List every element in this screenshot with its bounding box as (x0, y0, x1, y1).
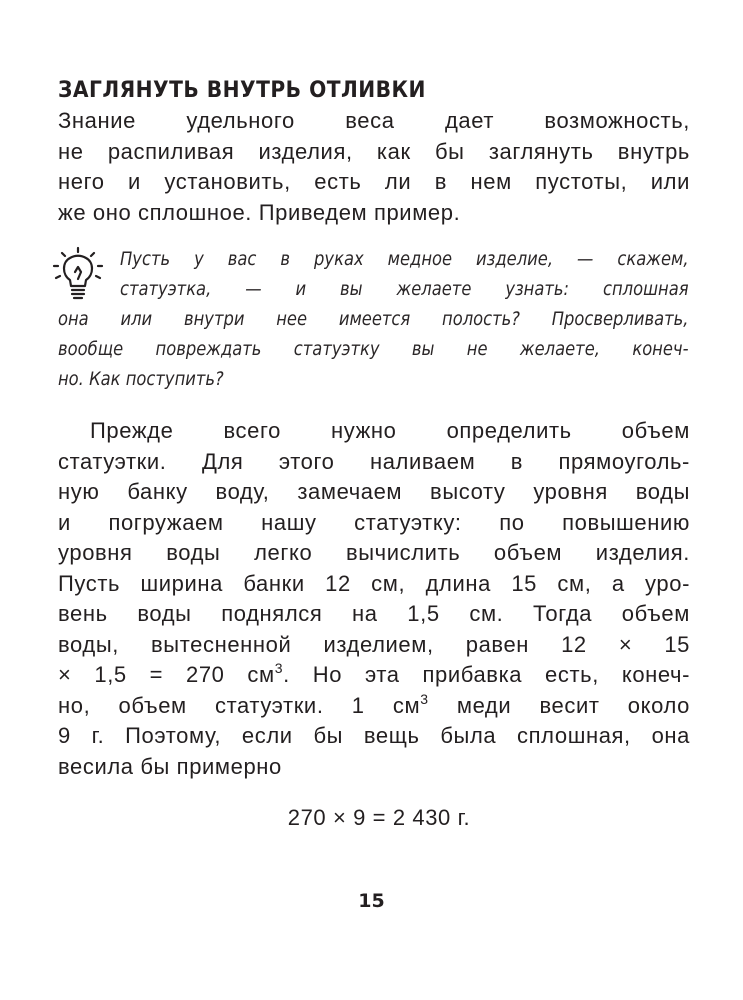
note-line: статуэтка, — и вы желаете узнать: сплошная (120, 278, 689, 300)
note-line: вообще повреждать статуэтку вы не желаете, конеч- (58, 338, 689, 360)
body-line: и погружаем нашу статуэтку: по повышению (58, 509, 690, 535)
body-line: Прежде всего нужно определить объем (90, 418, 690, 443)
intro-line: не распиливая изделия, как бы заглянуть внутрь (58, 138, 690, 164)
page-content (58, 76, 690, 833)
body-line: вень воды поднялся на 1,5 см. Тогда объем (58, 601, 690, 626)
body-line-text: меди весит около (428, 692, 690, 718)
note-line: Пусть у вас в руках медное изделие, — скажем, (120, 248, 689, 270)
note-line: но. Как поступить? (58, 368, 224, 390)
body-line: весила бы примерно (58, 753, 282, 779)
body-line: статуэтки. Для этого наливаем в прямоуголь- (58, 448, 690, 474)
body-line-text: но, объем статуэтки. 1 см (58, 692, 421, 718)
body-line: Пусть ширина банки 12 см, длина 15 см, а уро- (58, 570, 690, 596)
intro-line: же оно сплошное. Приведем пример. (58, 199, 461, 225)
intro-line: него и установить, есть ли в нем пустоты, или (58, 169, 690, 194)
body-line (58, 660, 690, 691)
lightbulb-icon (50, 246, 106, 304)
body-line-text: × 1,5 = 270 см (58, 662, 275, 687)
intro-paragraph (58, 106, 690, 228)
body-line: 9 г. Поэтому, если бы вещь была сплошная, она (58, 723, 690, 748)
thought-note (58, 244, 690, 394)
formula: 270 × 9 = 2 430 г. (287, 805, 471, 830)
body-line: воды, вытесненной изделием, равен 12 × 15 (58, 631, 690, 657)
intro-line: Знание удельного веса дает возможность, (58, 108, 690, 133)
superscript: 3 (420, 690, 429, 707)
section-heading: ЗАГЛЯНУТЬ ВНУТРЬ ОТЛИВКИ (58, 78, 426, 103)
note-line: она или внутри нее имеется полость? Просверливать, (58, 308, 689, 330)
body-paragraph (58, 416, 690, 782)
body-line-text: . Но эта прибавка есть, конеч- (283, 662, 690, 687)
body-line (58, 691, 690, 722)
superscript: 3 (274, 660, 284, 676)
body-line: уровня воды легко вычислить объем изделия. (58, 540, 690, 565)
body-line: ную банку воду, замечаем высоту уровня воды (58, 479, 690, 504)
page-number: 15 (358, 890, 385, 912)
